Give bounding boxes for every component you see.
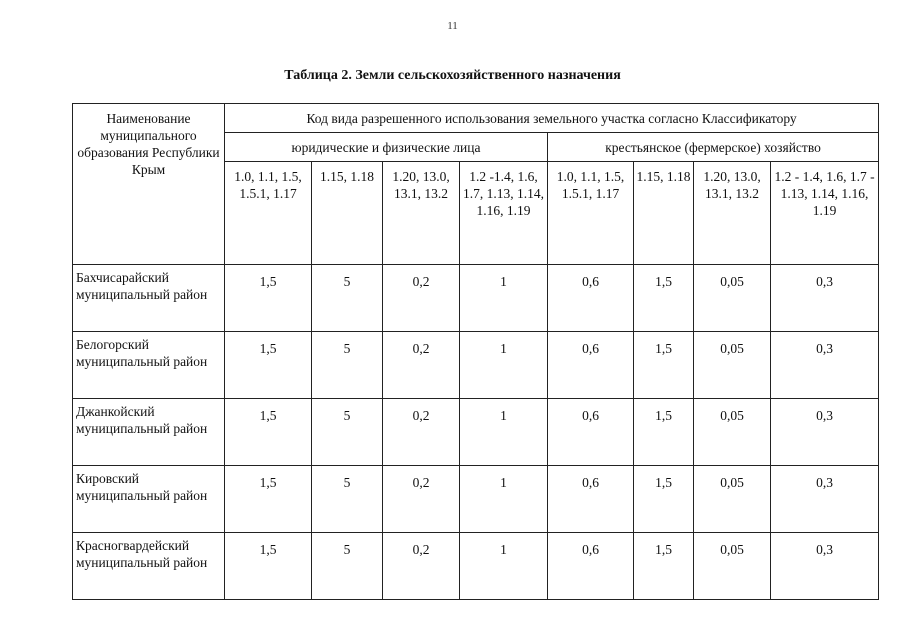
table-cell: 1,5 (634, 332, 694, 399)
table-cell: 5 (312, 533, 383, 600)
table-cell: 1,5 (634, 265, 694, 332)
municipality-column-header: Наименование муниципального образования Республики Крым (73, 104, 225, 265)
table-cell: 0,6 (548, 332, 634, 399)
municipality-name: Джанкойский муниципальный район (73, 399, 225, 466)
group-header-legal-entities: юридические и физические лица (225, 133, 548, 162)
table-cell: 0,2 (383, 399, 460, 466)
table-cell: 5 (312, 399, 383, 466)
table-cell: 1 (460, 533, 548, 600)
table-cell: 0,05 (694, 399, 771, 466)
municipality-name: Красногвардейский муниципальный район (73, 533, 225, 600)
table-cell: 0,05 (694, 265, 771, 332)
table-cell: 0,6 (548, 265, 634, 332)
table-cell: 0,6 (548, 466, 634, 533)
table-cell: 5 (312, 466, 383, 533)
table-row (73, 265, 879, 332)
code-header: 1.2 -1.4, 1.6, 1.7, 1.13, 1.14, 1.16, 1.19 (460, 162, 548, 265)
table-cell: 0,3 (771, 265, 879, 332)
table-cell: 1 (460, 466, 548, 533)
table-title: Таблица 2. Земли сельскохозяйственного назначения (284, 68, 621, 83)
table-cell: 0,05 (694, 533, 771, 600)
municipality-name: Белогорский муниципальный район (73, 332, 225, 399)
table-cell: 1 (460, 399, 548, 466)
table-cell: 0,6 (548, 399, 634, 466)
table-cell: 0,2 (383, 533, 460, 600)
code-header: 1.0, 1.1, 1.5, 1.5.1, 1.17 (548, 162, 634, 265)
municipality-name: Кировский муниципальный район (73, 466, 225, 533)
table-cell: 5 (312, 332, 383, 399)
code-header: 1.20, 13.0, 13.1, 13.2 (694, 162, 771, 265)
table-cell: 0,2 (383, 332, 460, 399)
classifier-code-header: Код вида разрешенного использования земельного участка согласно Классификатору (225, 104, 879, 133)
table-cell: 5 (312, 265, 383, 332)
table-cell: 0,3 (771, 466, 879, 533)
municipality-name: Бахчисарайский муниципальный район (73, 265, 225, 332)
table-cell: 1,5 (634, 533, 694, 600)
table-cell: 1,5 (225, 399, 312, 466)
table-cell: 1,5 (634, 399, 694, 466)
table-cell: 0,3 (771, 399, 879, 466)
land-use-table (72, 103, 879, 600)
table-cell: 0,2 (383, 466, 460, 533)
table-cell: 0,05 (694, 466, 771, 533)
table-cell: 1,5 (225, 533, 312, 600)
table-cell: 1 (460, 332, 548, 399)
table-cell: 1 (460, 265, 548, 332)
table-cell: 1,5 (225, 265, 312, 332)
table-row (73, 466, 879, 533)
table-cell: 1,5 (225, 332, 312, 399)
table-row (73, 332, 879, 399)
table-cell: 1,5 (634, 466, 694, 533)
table-cell: 0,6 (548, 533, 634, 600)
code-header: 1.15, 1.18 (312, 162, 383, 265)
code-header: 1.20, 13.0, 13.1, 13.2 (383, 162, 460, 265)
table-cell: 0,3 (771, 332, 879, 399)
table-cell: 0,05 (694, 332, 771, 399)
code-header: 1.15, 1.18 (634, 162, 694, 265)
page-number: 11 (447, 20, 458, 32)
table-cell: 0,2 (383, 265, 460, 332)
table-cell: 0,3 (771, 533, 879, 600)
table-cell: 1,5 (225, 466, 312, 533)
code-header: 1.2 - 1.4, 1.6, 1.7 - 1.13, 1.14, 1.16, 1.19 (771, 162, 879, 265)
table-row (73, 399, 879, 466)
header-row-super (73, 104, 879, 133)
code-header: 1.0, 1.1, 1.5, 1.5.1, 1.17 (225, 162, 312, 265)
table-row (73, 533, 879, 600)
group-header-farm-households: крестьянское (фермерское) хозяйство (548, 133, 879, 162)
